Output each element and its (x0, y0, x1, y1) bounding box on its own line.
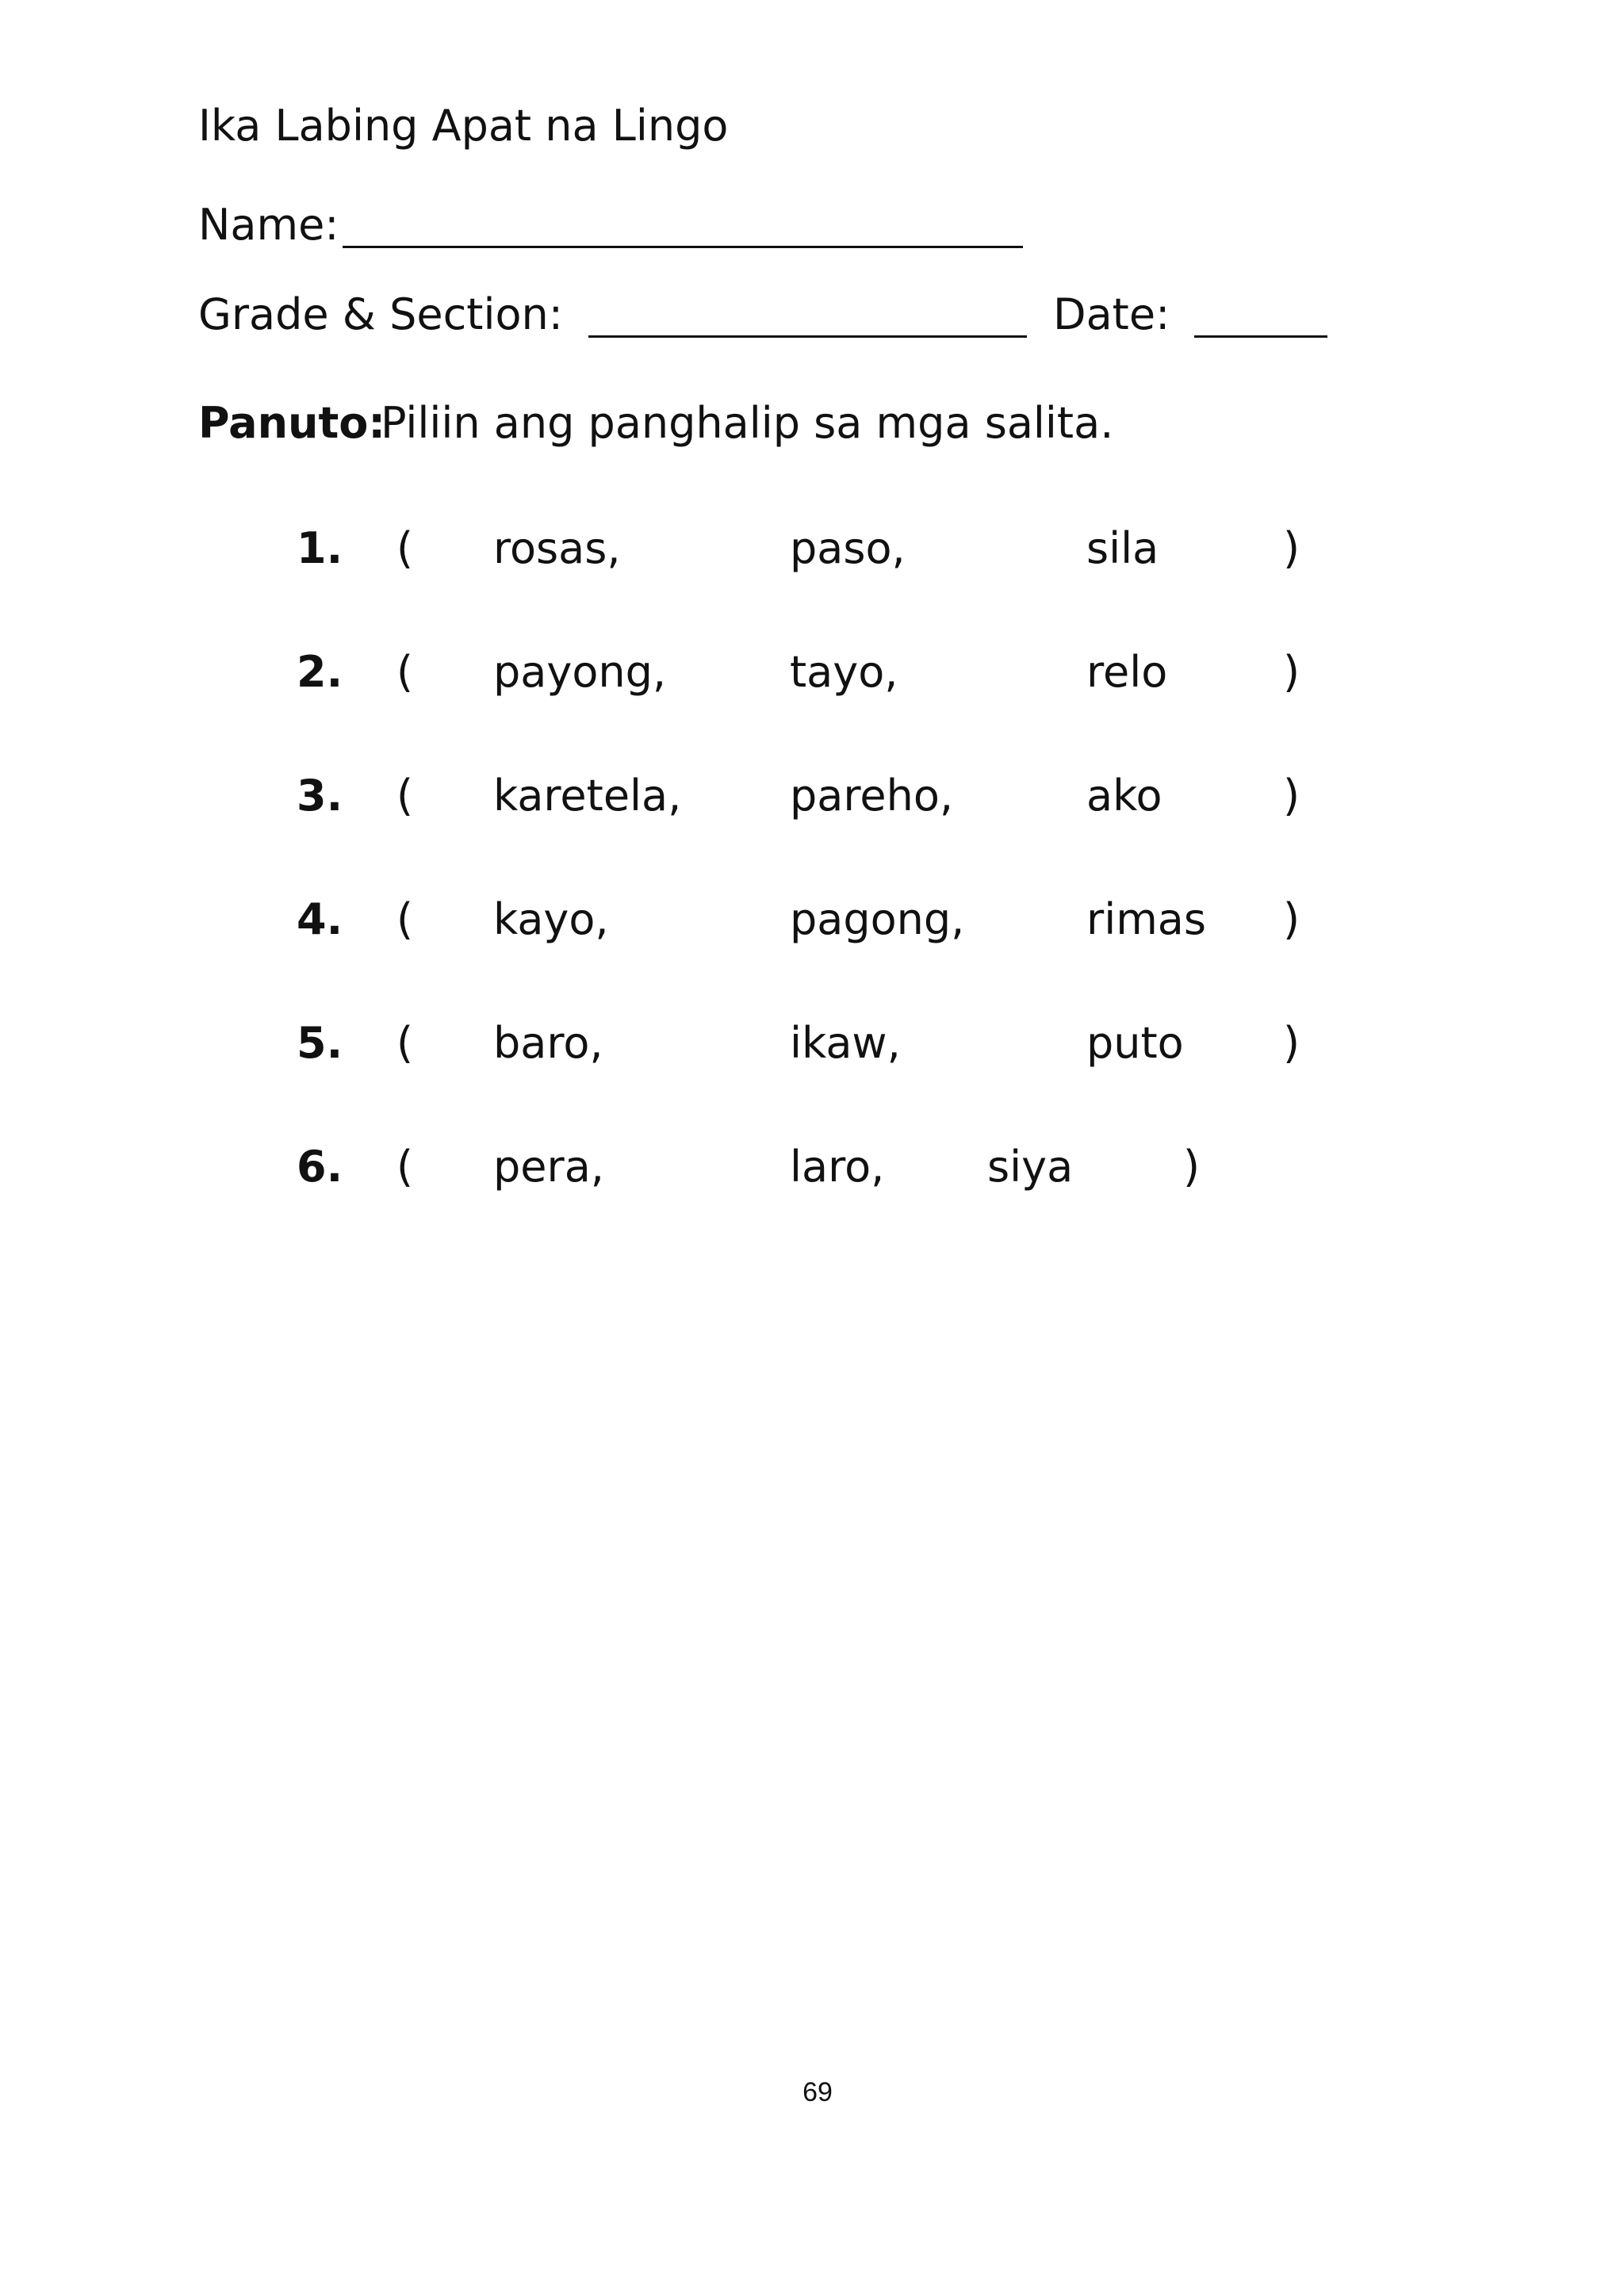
item-number: 6. (297, 1142, 343, 1192)
open-paren: ( (396, 894, 414, 944)
close-paren: ) (1283, 1018, 1300, 1068)
instructions-label: Panuto: (198, 398, 385, 448)
open-paren: ( (396, 523, 414, 573)
grade-section-blank-line[interactable] (588, 335, 1027, 338)
name-blank-line[interactable] (343, 246, 1023, 248)
word-choice[interactable]: laro, (790, 1142, 885, 1192)
word-choice[interactable]: pareho, (790, 771, 954, 821)
word-choice[interactable]: siya (987, 1142, 1074, 1192)
word-choice[interactable]: sila (1086, 523, 1159, 573)
close-paren: ) (1283, 523, 1300, 573)
word-choice[interactable]: ako (1086, 771, 1162, 821)
word-choice[interactable]: rimas (1086, 894, 1207, 944)
page-number: 69 (802, 2077, 833, 2107)
item-number: 2. (297, 647, 343, 697)
word-choice[interactable]: puto (1086, 1018, 1184, 1068)
word-choice[interactable]: paso, (790, 523, 906, 573)
open-paren: ( (396, 1018, 414, 1068)
word-choice[interactable]: kayo, (493, 894, 609, 944)
item-number: 4. (297, 894, 343, 944)
word-choice[interactable]: relo (1086, 647, 1168, 697)
close-paren: ) (1283, 771, 1300, 821)
word-choice[interactable]: pagong, (790, 894, 965, 944)
word-choice[interactable]: payong, (493, 647, 667, 697)
close-paren: ) (1283, 894, 1300, 944)
instructions-text: Piliin ang panghalip sa mga salita. (381, 398, 1114, 448)
worksheet-title: Ika Labing Apat na Lingo (198, 101, 729, 151)
open-paren: ( (396, 1142, 414, 1192)
word-choice[interactable]: baro, (493, 1018, 603, 1068)
item-number: 3. (297, 771, 343, 821)
close-paren: ) (1283, 647, 1300, 697)
date-label: Date: (1053, 289, 1170, 339)
grade-section-label: Grade & Section: (198, 289, 563, 339)
open-paren: ( (396, 647, 414, 697)
word-choice[interactable]: karetela, (493, 771, 682, 821)
word-choice[interactable]: ikaw, (790, 1018, 901, 1068)
date-blank-line[interactable] (1194, 335, 1327, 338)
word-choice[interactable]: rosas, (493, 523, 621, 573)
name-label: Name: (198, 200, 339, 250)
word-choice[interactable]: tayo, (790, 647, 898, 697)
word-choice[interactable]: pera, (493, 1142, 604, 1192)
close-paren: ) (1183, 1142, 1201, 1192)
item-number: 5. (297, 1018, 343, 1068)
item-number: 1. (297, 523, 343, 573)
open-paren: ( (396, 771, 414, 821)
